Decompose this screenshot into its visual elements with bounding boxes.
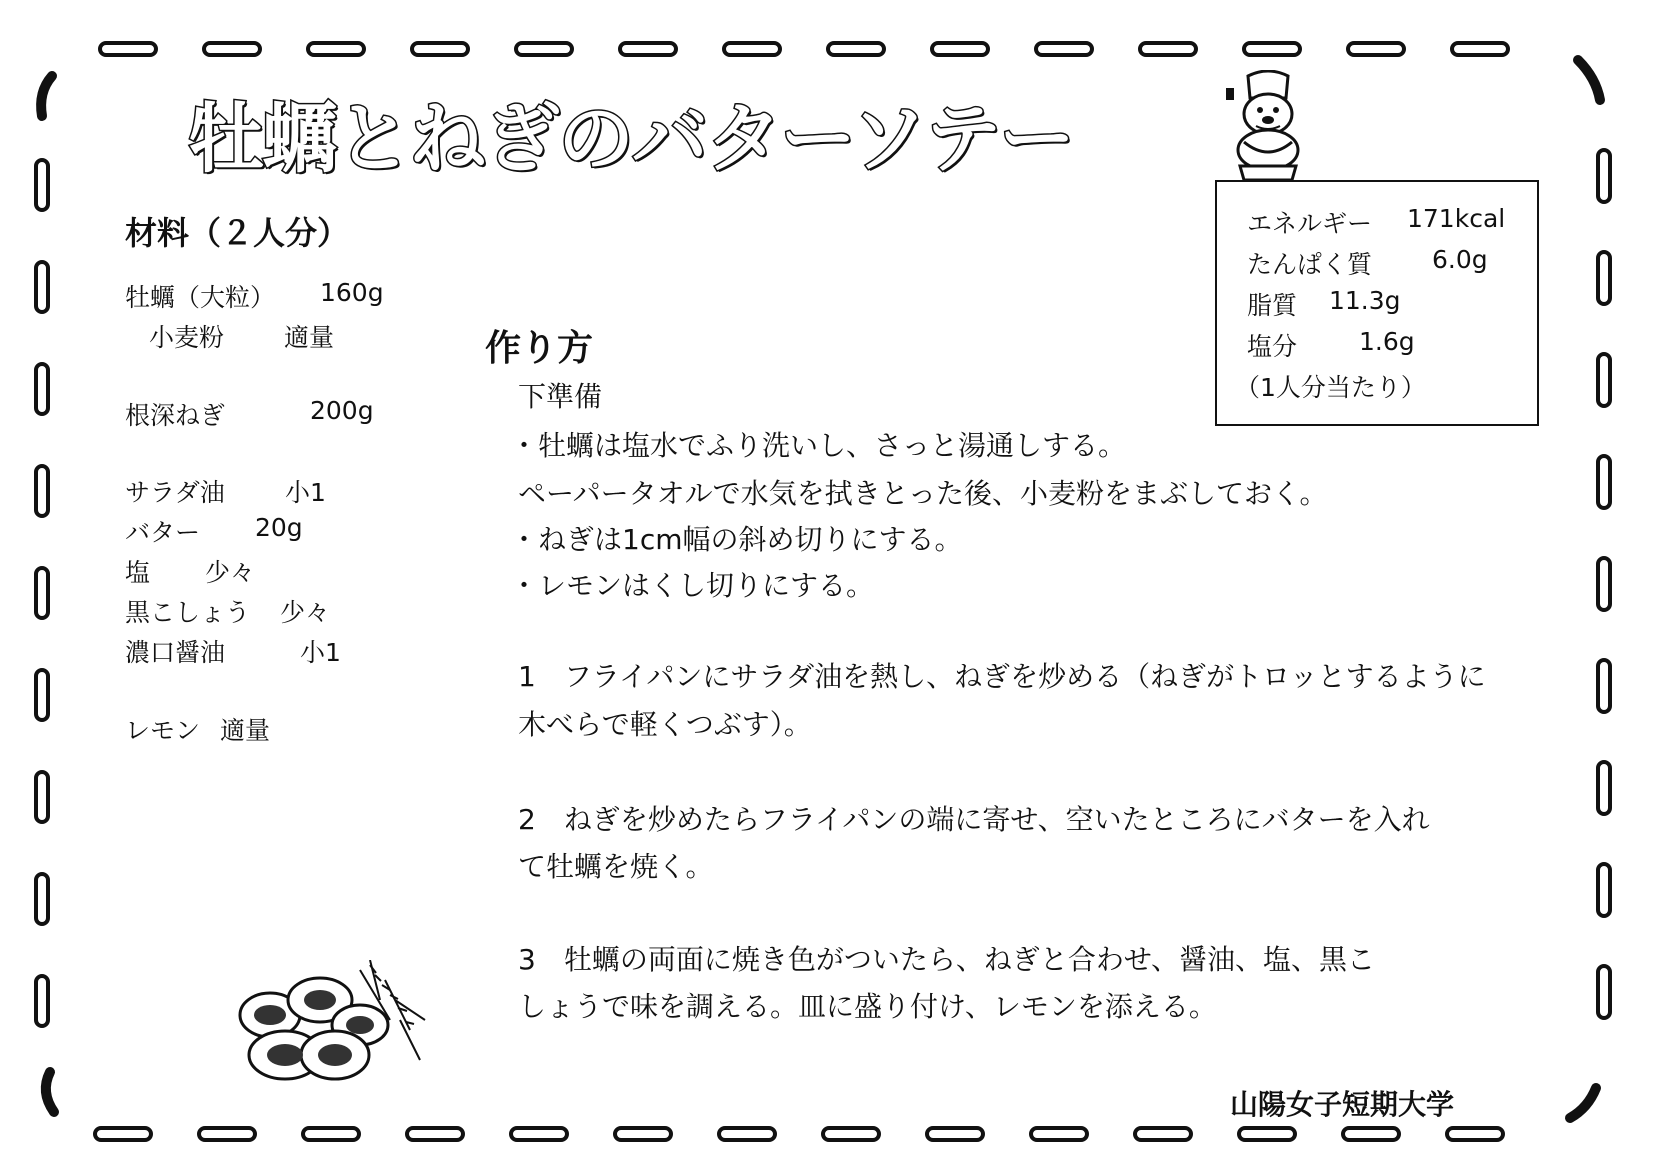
ingredient-amount: 小1 [300,638,341,667]
nutrition-salt [1247,327,1415,363]
border-dash [828,43,884,55]
footer-credit: 山陽女子短期大学 [1230,1088,1455,1121]
border-dash [927,1128,983,1140]
recipe-title: 牡蠣とねぎのバターソテー [188,94,1073,183]
nutrition-value: 6.0g [1432,245,1488,274]
step-line: 木べらで軽くつぶす）。 [518,708,812,741]
border-dash [1598,660,1610,712]
ingredient-item [125,593,331,629]
ingredient-item [149,318,335,354]
nutrition-box [1215,180,1539,426]
ingredient-item [125,633,341,669]
nutrition-energy [1247,204,1506,240]
border-dash [932,43,988,55]
border-dash [1598,252,1610,304]
nutrition-protein [1247,245,1488,281]
border-dash [724,43,780,55]
ingredient-amount: 適量 [284,323,335,352]
border-dash [36,976,48,1026]
ingredient-name: 牡蠣（大粒） [125,283,276,312]
border-dash [1036,43,1092,55]
border-dash [1348,43,1404,55]
border-dash [620,43,676,55]
ingredient-item [125,396,374,432]
border-dash [36,364,48,414]
ingredient-amount: 小1 [285,478,326,507]
ingredient-name: サラダ油 [125,478,225,507]
border-dash [1343,1128,1399,1140]
nutrition-label: たんぱく質 [1247,250,1373,279]
border-dash [308,43,364,55]
method-heading: 作り方 [485,328,594,369]
prep-line: ・レモンはくし切りにする。 [510,569,875,602]
nutrition-label: エネルギー [1247,209,1373,238]
border-dash [95,1128,151,1140]
border-dash [412,43,468,55]
oyster-illustration [210,960,430,1090]
border-dash [719,1128,775,1140]
prep-line: ペーパータオルで水気を拭きとった後、小麦粉をまぶしておく。 [518,477,1328,510]
prep-line: ・牡蠣は塩水でふり洗いし、さっと湯通しする。 [510,429,1127,462]
border-corner [1570,1088,1596,1118]
ingredient-name: 根深ねぎ [125,401,226,430]
ingredient-name: レモン [125,716,201,745]
chef-illustration [1222,70,1314,182]
ingredient-amount: 少々 [280,598,331,627]
border-corner [1578,60,1600,100]
ingredient-item [125,513,303,549]
border-dash [1135,1128,1191,1140]
step-line: 1 フライパンにサラダ油を熱し、ねぎを炒める（ねぎがトロッとするように [518,660,1486,693]
step-line: 3 牡蠣の両面に焼き色がついたら、ねぎと合わせ、醤油、塩、黒こ [518,943,1375,976]
ingredient-item [125,711,271,747]
border-dash [1447,1128,1503,1140]
nutrition-value: 171kcal [1407,204,1506,233]
ingredient-amount: 160g [320,278,384,307]
border-dash [516,43,572,55]
ingredient-name: 小麦粉 [149,323,225,352]
border-dash [36,874,48,924]
border-dash [1452,43,1508,55]
border-dash [823,1128,879,1140]
border-dash [36,670,48,720]
border-dash [1598,354,1610,406]
border-dash [1239,1128,1295,1140]
ingredient-item [125,473,326,509]
border-dash [100,43,156,55]
border-dash [199,1128,255,1140]
border-dash [36,772,48,822]
border-dash [36,466,48,516]
border-dash [204,43,260,55]
border-dash [1598,966,1610,1018]
nutrition-label: 脂質 [1247,291,1298,320]
nutrition-label: 塩分 [1247,332,1298,361]
border-dash [1598,150,1610,202]
border-dash [407,1128,463,1140]
ingredient-name: 黒こしょう [125,598,251,627]
ingredient-amount: 200g [310,396,374,425]
step-line: 2 ねぎを炒めたらフライパンの端に寄せ、空いたところにバターを入れ [518,803,1430,836]
border-dash [303,1128,359,1140]
border-dash [36,262,48,312]
border-dash [36,160,48,210]
border-dash [36,568,48,618]
nutrition-value: 11.3g [1329,286,1401,315]
ingredient-amount: 少々 [205,558,256,587]
step-line: て牡蠣を焼く。 [518,850,714,883]
border-corner [46,1072,54,1112]
ingredient-item [125,553,256,589]
nutrition-value: 1.6g [1359,327,1415,356]
border-dash [1598,558,1610,610]
ingredient-amount: 適量 [220,716,271,745]
ingredient-name: バター [125,518,201,547]
border-dash [615,1128,671,1140]
border-dash [511,1128,567,1140]
nutrition-note: （1人分当たり） [1235,373,1426,402]
prep-heading: 下準備 [518,380,603,413]
ingredient-name: 塩 [125,558,151,587]
ingredient-amount: 20g [255,513,303,542]
border-dash [1598,864,1610,916]
ingredient-item [125,278,384,314]
prep-line: ・ねぎは1cm幅の斜め切りにする。 [510,523,963,556]
ingredients-heading: 材料（２人分） [125,214,350,252]
border-dash [1140,43,1196,55]
border-dash [1598,456,1610,508]
nutrition-fat [1247,286,1401,322]
ingredient-name: 濃口醤油 [125,638,226,667]
step-line: しょうで味を調える。皿に盛り付け、レモンを添える。 [518,990,1217,1023]
border-dash [1244,43,1300,55]
border-dash [1031,1128,1087,1140]
border-dash [1598,762,1610,814]
border-corner [41,76,52,116]
